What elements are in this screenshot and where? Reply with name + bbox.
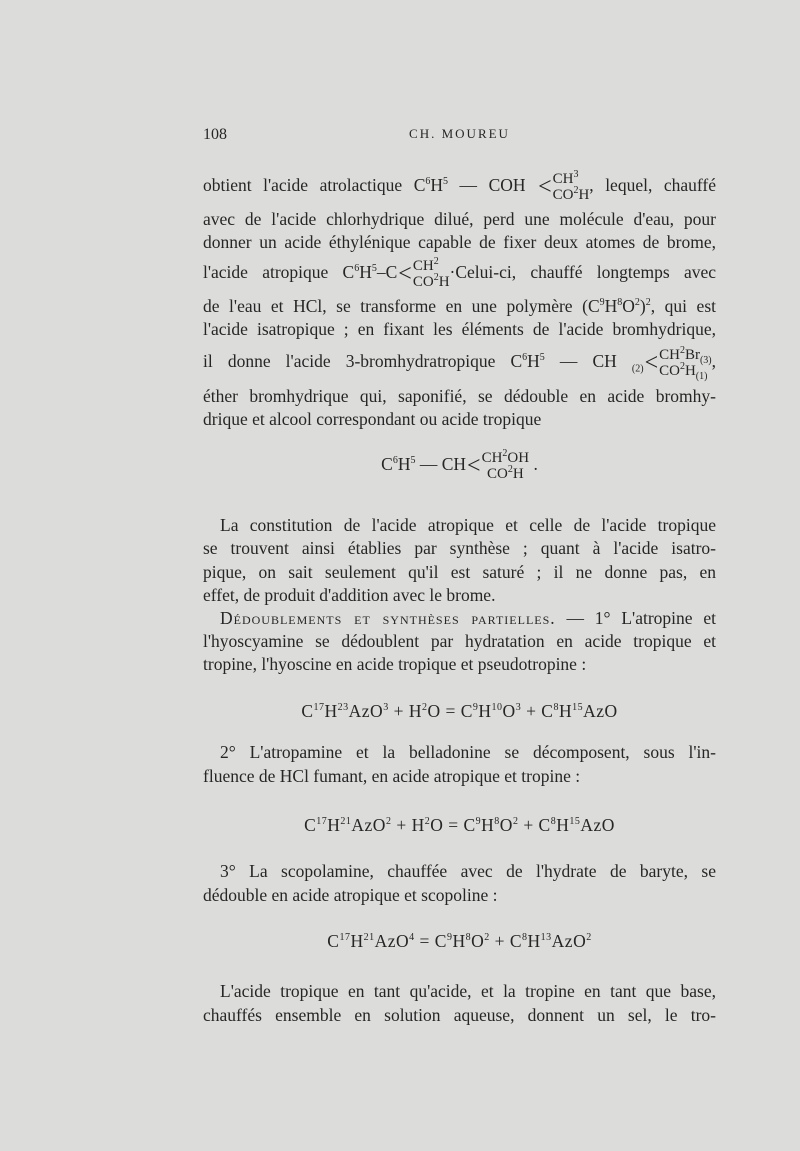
para-line-2: se trouvent ainsi établies par synthèse ; quant à l'acide isatro-	[203, 538, 716, 558]
equation-2: $C^{17}H^{21}AzO^2 + H^2O = C^9H^8O^2 + C^8H^{15}AzO$	[304, 815, 615, 835]
text-line-3: donner un acide éthylénique capable de fixer deux atomes de brome,	[203, 232, 716, 252]
text-line-t2: fluence de HCl fumant, en acide atropique et tropine :	[203, 766, 581, 786]
equation-1: $C^{17}H^{23}AzO^3 + H^2O = C^9H^{10}O^3 + C^8H^{15}AzO$	[301, 701, 618, 721]
para-line-3: pique, on sait seulement qu'il est saturé ; il ne donne pas, en	[203, 562, 716, 582]
text-line-u1: 3° La scopolamine, chauffée avec de l'hydrate de baryte, se	[220, 861, 716, 881]
running-head: CH. MOUREU	[409, 126, 510, 141]
text-line-7: il donne l'acide 3-bromhydratropique $C^6H^5$ — CH $_{(2)}$< $CH^2Br_{(3)}$ $CO^2H_{(1)}$ ,	[203, 345, 716, 382]
text-line-6: l'acide isatropique ; en fixant les éléments de l'acide bromhydrique,	[203, 319, 716, 339]
text-line-t1: 2° L'atropamine et la belladonine se décomposent, sous l'in-	[220, 742, 716, 762]
text-line-u2: dédouble en acide atropique et scopoline :	[203, 885, 498, 905]
text-line-4: l'acide atropique $C^6H^5-C<$ $CH^2$ $CO^2H$ ·Celui-ci, chauffé longtemps avec	[203, 256, 716, 290]
text-line-5: de l'eau et HCl, se transforme en une polymère $(C^9H^8O^2)^2$, qui est	[203, 296, 716, 316]
section-line-2: l'hyoscyamine se dédoublent par hydratation en acide tropique et	[203, 631, 716, 651]
equation-3: $C^{17}H^{21}AzO^4 = C^9H^8O^2 + C^8H^{13}AzO^2$	[327, 931, 592, 951]
section-heading: Dédoublements et synthèses partielles.	[220, 608, 556, 628]
para-line-4: effet, de produit d'addition avec le brome.	[203, 585, 496, 605]
text-line-9: drique et alcool correspondant ou acide tropique	[203, 409, 542, 429]
formula-tropic-acid: $C^6H^5$ — CH< $CH^2OH$ $CO^2H$ .	[381, 448, 538, 482]
text-line-v2: chauffés ensemble en solution aqueuse, donnent un sel, le tro-	[203, 1005, 716, 1025]
text-line-8: éther bromhydrique qui, saponifié, se dédouble en acide bromhy-	[203, 386, 716, 406]
text-line-2: avec de l'acide chlorhydrique dilué, perd une molécule d'eau, pour	[203, 209, 716, 229]
page-header	[203, 126, 716, 150]
section-line-3: tropine, l'hyoscine en acide tropique et pseudotropine :	[203, 654, 587, 674]
para-line-1: La constitution de l'acide atropique et celle de l'acide tropique	[220, 515, 716, 535]
text-line-1: obtient l'acide atrolactique $C^6H^5$ — COH < $CH^3$ $CO^2H$ , lequel, chauffé	[203, 169, 716, 203]
page-number: 108	[203, 126, 227, 143]
text-line-v1: L'acide tropique en tant qu'acide, et la tropine en tant que base,	[220, 981, 716, 1001]
section-heading-line: Dédoublements et synthèses partielles. — 1° L'atropine et	[220, 608, 716, 628]
